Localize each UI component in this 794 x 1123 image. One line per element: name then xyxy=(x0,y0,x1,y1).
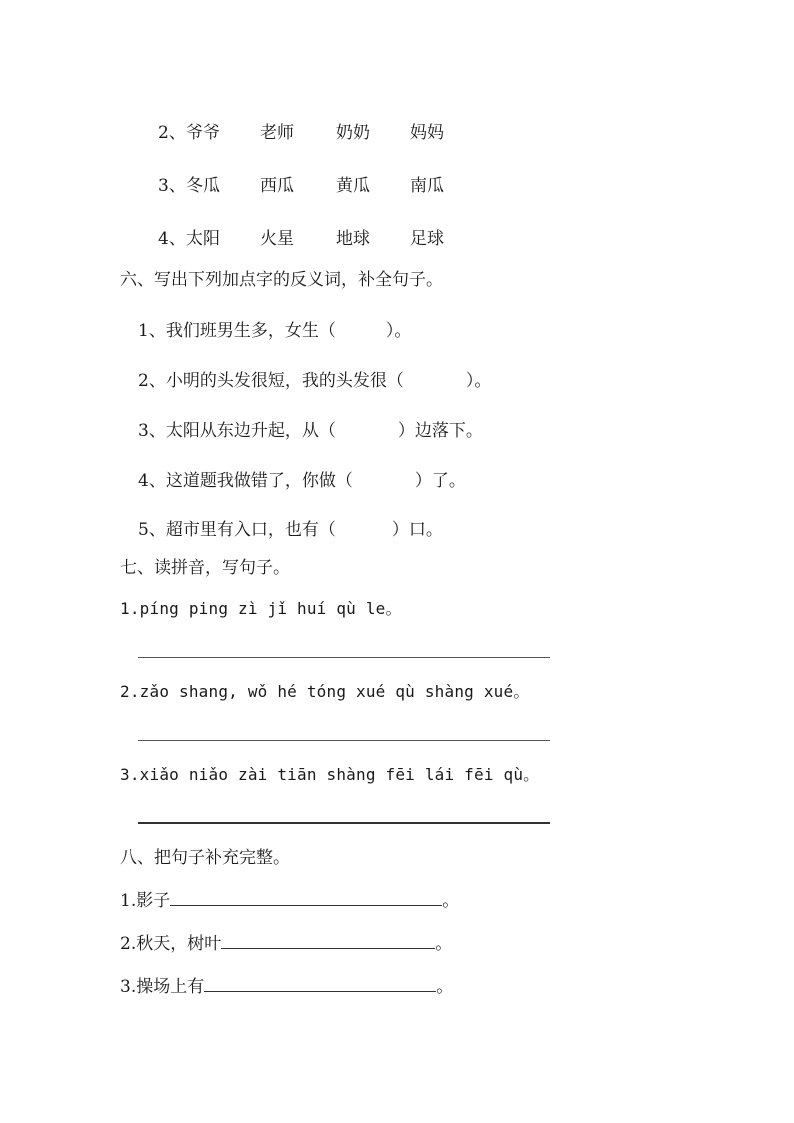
antonym-item-1 xyxy=(138,320,411,342)
item-text: 1、我们班男生多，女生（ xyxy=(138,321,336,341)
item-text: ）边落下。 xyxy=(397,421,483,441)
item-text: ）。 xyxy=(465,371,492,391)
section-7-heading: 七、读拼音，写句子。 xyxy=(120,558,290,578)
answer-blank[interactable] xyxy=(204,975,436,992)
pinyin-text: píng ping zì jǐ huí qù le。 xyxy=(139,599,402,618)
word: 太阳 xyxy=(186,229,220,249)
pinyin-text: zǎo shang, wǒ hé tóng xué qù shàng xué。 xyxy=(139,682,530,701)
item-number: 2. xyxy=(120,682,140,701)
word: 地球 xyxy=(336,229,370,249)
pinyin-item-2 xyxy=(120,681,530,703)
word: 爷爷 xyxy=(186,123,220,143)
word: 足球 xyxy=(410,229,444,249)
pinyin-item-1 xyxy=(120,598,402,620)
complete-item-3 xyxy=(120,975,453,998)
antonym-item-4 xyxy=(138,470,466,492)
complete-item-2 xyxy=(120,932,452,955)
item-text: ）。 xyxy=(385,321,412,341)
item-text: 5、超市里有入口，也有（ xyxy=(138,520,336,540)
row-number: 2、 xyxy=(158,123,186,143)
answer-blank[interactable] xyxy=(221,932,435,949)
item-number: 1. xyxy=(120,599,140,618)
item-end: 。 xyxy=(435,934,453,954)
pinyin-text: xiǎo niǎo zài tiān shàng fēi lái fēi qù。 xyxy=(139,765,540,784)
item-number: 3. xyxy=(120,977,137,997)
word: 冬瓜 xyxy=(186,176,220,196)
item-prefix: 秋天，树叶 xyxy=(136,934,222,954)
row-number: 4、 xyxy=(158,229,186,249)
item-text: 3、太阳从东边升起，从（ xyxy=(138,421,336,441)
word: 妈妈 xyxy=(410,123,444,143)
section-6-heading: 六、写出下列加点字的反义词，补全句子。 xyxy=(120,270,443,290)
row-number: 3、 xyxy=(158,176,186,196)
item-prefix: 影子 xyxy=(136,891,171,911)
item-text: 2、小明的头发很短，我的头发很（ xyxy=(138,371,404,391)
word: 西瓜 xyxy=(260,176,294,196)
word: 火星 xyxy=(260,229,294,249)
writing-line[interactable] xyxy=(138,657,550,658)
word: 南瓜 xyxy=(410,176,444,196)
section-8-heading: 八、把句子补充完整。 xyxy=(120,848,290,868)
item-number: 3. xyxy=(120,765,140,784)
item-text: ）了。 xyxy=(414,471,466,491)
writing-line[interactable] xyxy=(138,740,550,741)
item-number: 1. xyxy=(120,891,137,911)
word: 黄瓜 xyxy=(336,176,370,196)
item-text: ）口。 xyxy=(391,520,443,540)
antonym-item-5 xyxy=(138,519,443,541)
answer-blank[interactable] xyxy=(170,889,442,906)
antonym-item-2 xyxy=(138,370,491,392)
word: 老师 xyxy=(260,123,294,143)
pinyin-item-3 xyxy=(120,764,539,786)
writing-line[interactable] xyxy=(138,822,550,824)
item-text: 4、这道题我做错了，你做（ xyxy=(138,471,353,491)
complete-item-1 xyxy=(120,889,459,912)
item-end: 。 xyxy=(436,977,454,997)
word: 奶奶 xyxy=(336,123,370,143)
antonym-item-3 xyxy=(138,420,483,442)
item-prefix: 操场上有 xyxy=(136,977,205,997)
item-number: 2. xyxy=(120,934,137,954)
item-end: 。 xyxy=(442,891,460,911)
